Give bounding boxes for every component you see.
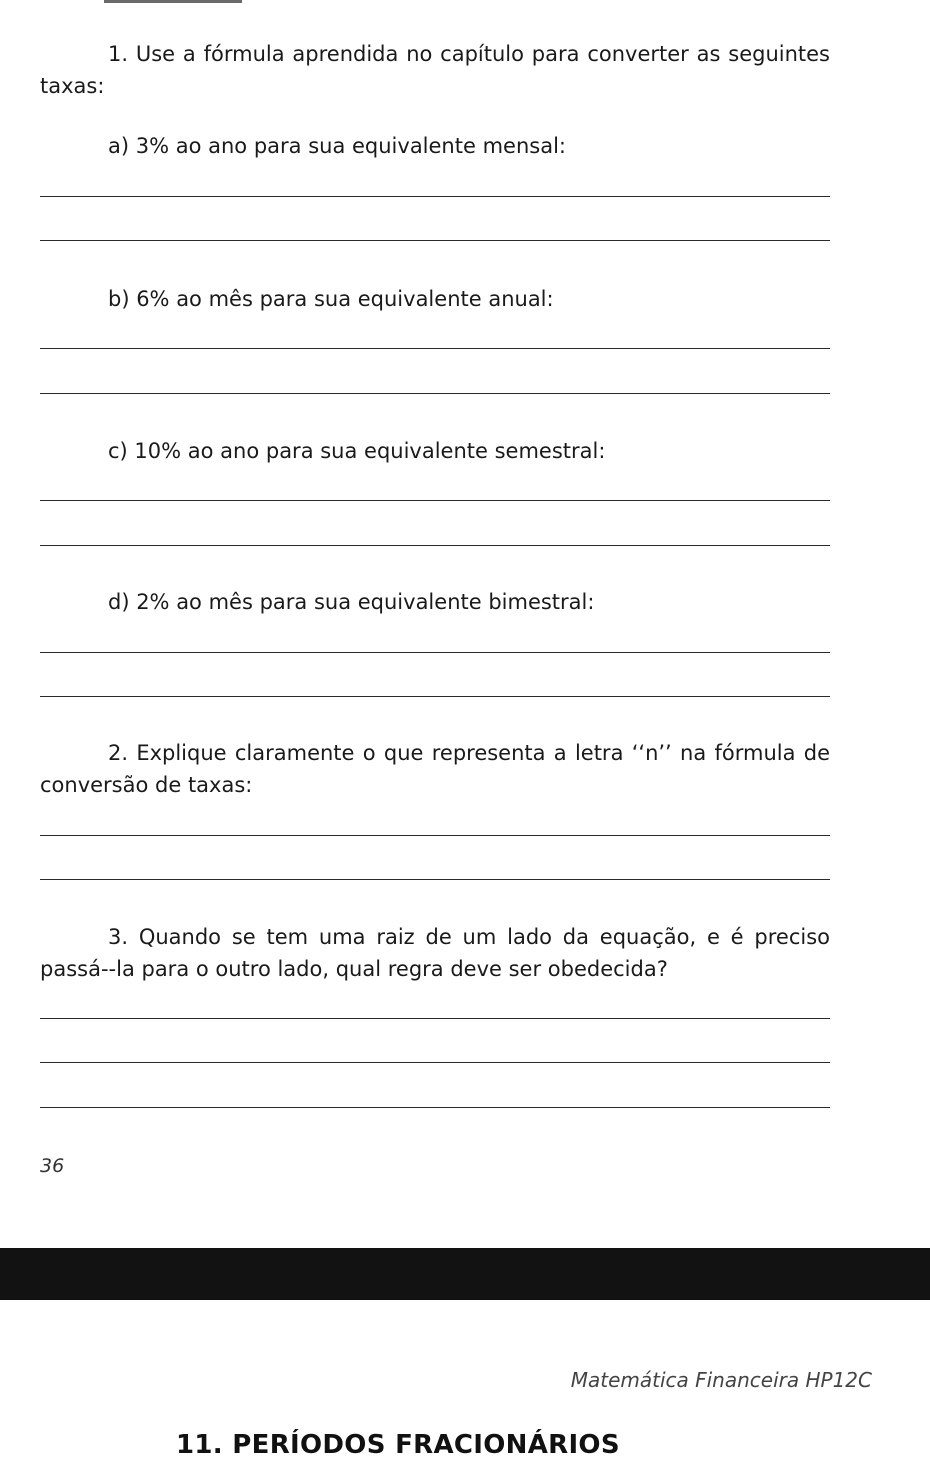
answer-line-1b-2[interactable] [40,393,830,394]
question-1d: d) 2% ao mês para sua equivalente bimestral: [108,590,595,614]
page-number: 36 [40,1155,65,1177]
running-header: Matemática Financeira HP12C [570,1368,872,1392]
question-1a: a) 3% ao ano para sua equivalente mensal: [108,134,566,158]
answer-line-3-3[interactable] [40,1107,830,1108]
answer-line-1d-2[interactable] [40,696,830,697]
answer-line-2-2[interactable] [40,879,830,880]
next-page [0,1300,930,1478]
answer-line-3-2[interactable] [40,1062,830,1063]
question-1-prompt: 1. Use a fórmula aprendida no capítulo para converter as seguintes taxas: [40,42,830,98]
answer-line-1b-1[interactable] [40,348,830,349]
page-separator-band [0,1248,930,1300]
answer-line-1c-1[interactable] [40,500,830,501]
answer-line-2-1[interactable] [40,835,830,836]
answer-line-1a-1[interactable] [40,196,830,197]
question-3-prompt: 3. Quando se tem uma raiz de um lado da equação, e é preciso passá--la para o outro lado, qual regra deve ser obedecida? [40,925,830,981]
top-rule [104,0,242,3]
chapter-title: 11. PERÍODOS FRACIONÁRIOS [176,1430,620,1460]
question-2-prompt: 2. Explique claramente o que representa a letra ‘‘n’’ na fórmula de conversão de taxas: [40,741,830,797]
question-1b: b) 6% ao mês para sua equivalente anual: [108,287,554,311]
answer-line-1a-2[interactable] [40,240,830,241]
answer-line-3-1[interactable] [40,1018,830,1019]
answer-line-1d-1[interactable] [40,652,830,653]
question-1c: c) 10% ao ano para sua equivalente semestral: [108,439,606,463]
answer-line-1c-2[interactable] [40,545,830,546]
